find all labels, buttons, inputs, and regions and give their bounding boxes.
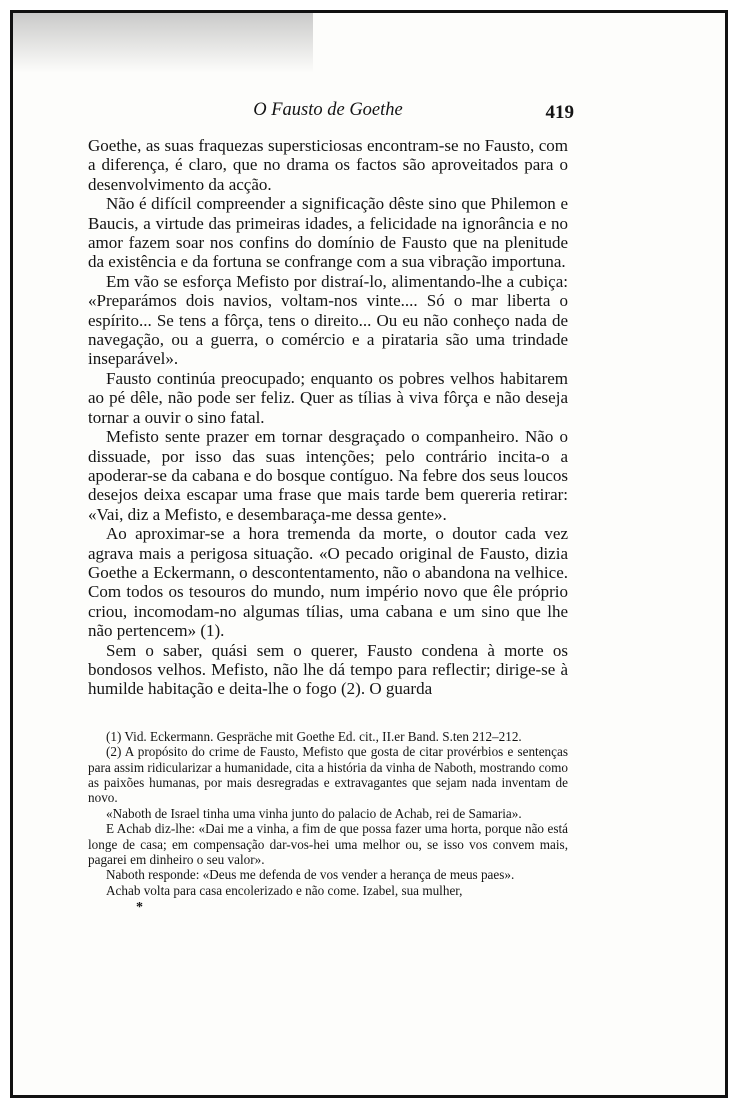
paragraph: Ao aproximar-se a hora tremenda da morte, o doutor cada vez agrava mais a perigosa situação. «O pecado original de Fausto, dizia Goethe a Eckermann, o descontentamento, não o abandona na velhice. Com todos os tesouros do mundo, num império novo que êle próprio criou, incomodam-no algumas tílias, uma cabana e um sino que lhe não pertencem» (1).	[88, 524, 568, 641]
footnote: Naboth responde: «Deus me defenda de vos vender a herança de meus paes».	[106, 867, 515, 883]
paragraph: Fausto continúa preocupado; enquanto os pobres velhos habitarem ao pé dêle, não pode ser feliz. Quer as tílias à viva fôrça e não deseja tornar a ouvir o sino fatal.	[88, 368, 568, 427]
paragraph: Mefisto sente prazer em tornar desgraçado o companheiro. Não o dissuade, por isso das suas intenções; pelo contrário incita-o a apoderar-se da cabana e do bosque contíguo. Na febre dos seus loucos desejos deixa escapar uma frase que mais tarde bem quereria retirar: «Vai, diz a Mefisto, e desembaraça-me dessa gente».	[88, 427, 568, 524]
footnote: (2) A propósito do crime de Fausto, Mefisto que gosta de citar provérbios e sentenças para assim ridicularizar a humanidade, cita a história da vinha de Naboth, mostrando como as paixões humanas, por mais desregradas e extravagantes que sejam nada inventam de novo.	[88, 744, 568, 806]
footnote: «Naboth de Israel tinha uma vinha junto do palacio de Achab, rei de Samaria».	[106, 805, 522, 821]
page-number: 419	[545, 102, 574, 123]
footnote: Achab volta para casa encolerizado e não come. Izabel, sua mulher,	[106, 882, 463, 898]
footnotes	[88, 729, 568, 916]
paragraph: Sem o saber, quási sem o querer, Fausto condena à morte os bondosos velhos. Mefisto, não lhe dá tempo para reflectir; dirige-se à humilde habitação e deita-lhe o fogo (2). O guarda	[88, 640, 568, 699]
signature-mark: *	[136, 900, 143, 916]
paragraph: Em vão se esforça Mefisto por distraí-lo, alimentando-lhe a cubiça: «Preparámos dois navios, voltam-nos vinte.... Só o mar liberta o espírito... Se tens a fôrça, tens o direito... Ou eu não conheço nada de navegação, ou a guerra, o comércio e a pirataria são uma trindade inseparável».	[88, 271, 568, 369]
running-title: O Fausto de Goethe	[253, 100, 403, 120]
footnote: E Achab diz-lhe: «Dai me a vinha, a fim de que possa fazer uma horta, porque não está longe de casa; em compensação dar-vos-hei uma melhor ou, se isso vos convem mais, pagarei em dinheiro o seu valor».	[88, 821, 568, 868]
footnote: (1) Vid. Eckermann. Gespräche mit Goethe Ed. cit., II.er Band. S.ten 212–212.	[106, 728, 522, 744]
book-page	[88, 100, 574, 916]
paragraph: Não é difícil compreender a significação dêste sino que Philemon e Baucis, a virtude das primeiras idades, a felicidade na ignorância e no amor fazem soar nos confins do domínio de Fausto que na plenitude da existência e da fortuna se confrange com a sua vibração importuna.	[88, 194, 568, 272]
paragraph: Goethe, as suas fraquezas supersticiosas encontram-se no Fausto, com a diferença, é claro, que no drama os factos são aproveitados para o desenvolvimento da acção.	[88, 136, 568, 194]
scan-smudge	[13, 13, 313, 73]
body-text	[88, 136, 568, 699]
page-header	[88, 100, 574, 136]
